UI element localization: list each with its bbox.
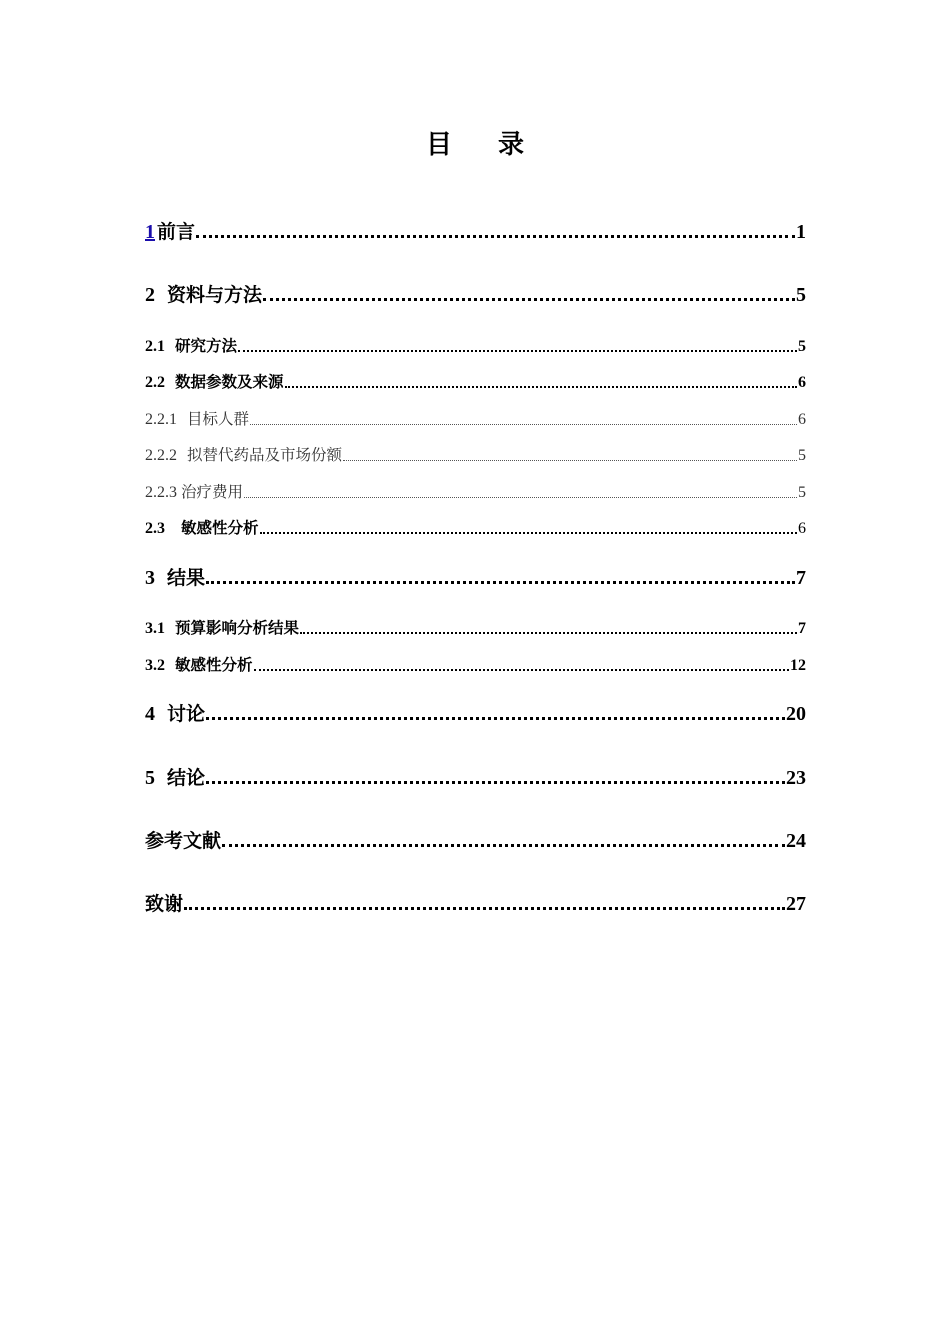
toc-entry-number: 2.2.1 xyxy=(145,411,177,428)
toc-entry-title: 资料与方法 xyxy=(167,284,263,306)
toc-entry-title: 拟替代药品及市场份额 xyxy=(187,446,343,464)
toc-entry-title: 目标人群 xyxy=(187,410,250,428)
toc-dot-leader xyxy=(300,616,797,638)
toc-entry-title: 研究方法 xyxy=(175,337,238,355)
toc-entry-title: 敏感性分析 xyxy=(175,656,253,674)
toc-entry-number: 3.2 xyxy=(145,657,165,674)
toc-dot-leader xyxy=(222,826,785,853)
toc-entry-2-2[interactable] xyxy=(145,370,806,392)
toc-dot-leader xyxy=(206,563,795,590)
toc-entry-page: 7 xyxy=(798,620,806,637)
toc-entry-page: 12 xyxy=(790,657,806,674)
toc-entry-2-3[interactable] xyxy=(145,516,806,538)
toc-entry-intro[interactable] xyxy=(145,217,806,244)
table-of-contents xyxy=(145,0,806,1344)
toc-entry-page: 5 xyxy=(798,484,806,501)
toc-entry-page: 5 xyxy=(796,284,806,306)
toc-entry-number: 3.1 xyxy=(145,620,165,637)
toc-dot-leader xyxy=(244,480,797,502)
toc-entry-page: 7 xyxy=(796,567,806,589)
page-title-char-1: 目 xyxy=(425,130,452,160)
toc-entry-title: 数据参数及来源 xyxy=(175,373,284,391)
toc-entry-number: 4 xyxy=(145,703,155,725)
toc-entry-2-2-1[interactable] xyxy=(145,407,806,429)
toc-entry-conclusion[interactable] xyxy=(145,763,806,790)
toc-entry-number: 2.1 xyxy=(145,338,165,355)
toc-entry-2-2-3[interactable] xyxy=(145,480,806,502)
toc-entry-number: 5 xyxy=(145,767,155,789)
toc-entry-number: 3 xyxy=(145,567,155,589)
toc-entry-page: 1 xyxy=(796,221,806,243)
toc-dot-leader xyxy=(250,407,797,429)
toc-entry-title: 参考文献 xyxy=(145,830,222,852)
toc-entry-title: 敏感性分析 xyxy=(181,519,259,537)
toc-entry-2-2-2[interactable] xyxy=(145,443,806,465)
toc-entry-number: 2.3 xyxy=(145,520,165,537)
toc-entry-title: 前言 xyxy=(157,221,196,243)
toc-entry-page: 5 xyxy=(798,338,806,355)
toc-entry-page: 6 xyxy=(798,374,806,391)
toc-entry-page: 5 xyxy=(798,447,806,464)
toc-dot-leader xyxy=(238,334,797,356)
toc-entry-title: 治疗费用 xyxy=(181,483,244,501)
toc-entry-acknowledgements[interactable] xyxy=(145,889,806,916)
toc-dot-leader xyxy=(343,443,797,465)
toc-entry-3-2[interactable] xyxy=(145,653,806,675)
toc-entry-page: 24 xyxy=(786,830,806,852)
toc-entry-title: 结论 xyxy=(167,767,206,789)
toc-entry-results[interactable] xyxy=(145,563,806,590)
toc-dot-leader xyxy=(206,699,785,726)
toc-entry-references[interactable] xyxy=(145,826,806,853)
toc-entry-number: 2.2.2 xyxy=(145,447,177,464)
toc-entry-page: 20 xyxy=(786,703,806,725)
toc-dot-leader xyxy=(184,889,785,916)
toc-entry-number: 2.2 xyxy=(145,374,165,391)
toc-dot-leader xyxy=(206,763,785,790)
toc-entry-page: 6 xyxy=(798,411,806,428)
toc-entry-title: 预算影响分析结果 xyxy=(175,619,300,637)
toc-entry-discussion[interactable] xyxy=(145,699,806,726)
toc-entry-3-1[interactable] xyxy=(145,616,806,638)
toc-entry-page: 23 xyxy=(786,767,806,789)
toc-entry-title: 讨论 xyxy=(167,703,206,725)
toc-entry-page: 27 xyxy=(786,893,806,915)
toc-dot-leader xyxy=(196,217,795,244)
toc-entry-2-1[interactable] xyxy=(145,334,806,356)
toc-dot-leader xyxy=(285,370,797,392)
toc-dot-leader xyxy=(254,653,789,675)
toc-entry-title: 致谢 xyxy=(145,893,184,915)
toc-entry-page: 6 xyxy=(798,520,806,537)
toc-entry-title: 结果 xyxy=(167,567,206,589)
toc-entry-number: 2.2.3 xyxy=(145,484,177,501)
toc-entry-number: 2 xyxy=(145,284,155,306)
toc-entry-materials-methods[interactable] xyxy=(145,280,806,307)
toc-entry-number[interactable]: 1 xyxy=(145,221,155,243)
page-title-char-2: 录 xyxy=(498,130,525,160)
toc-dot-leader xyxy=(263,280,795,307)
toc-dot-leader xyxy=(260,516,797,538)
